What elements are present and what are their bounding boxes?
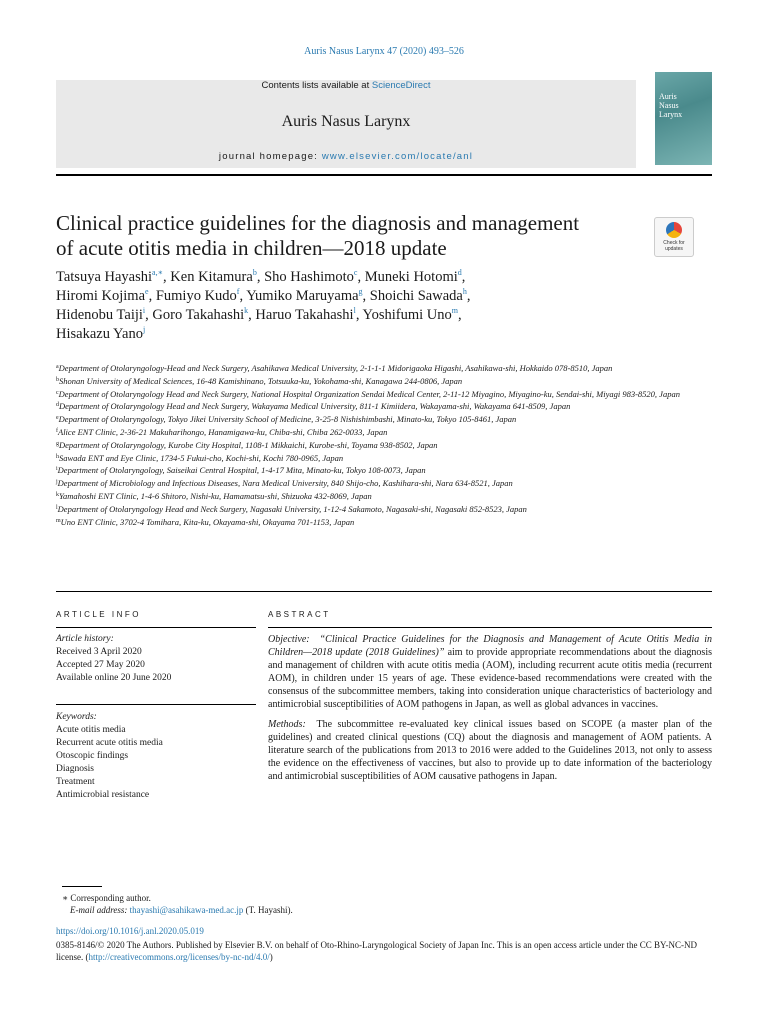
author-name: Fumiyo Kudo <box>155 288 237 304</box>
doi-line <box>56 925 712 937</box>
article-info-heading: ARTICLE INFO <box>56 610 141 619</box>
journal-cover[interactable] <box>655 72 712 165</box>
author-affil-link[interactable]: b <box>252 268 257 277</box>
author-name: Hidenobu Taiji <box>56 307 143 323</box>
author-affil-link[interactable]: f <box>236 287 240 296</box>
corresponding-label: ∗ Corresponding author. <box>62 893 151 903</box>
keywords-rule <box>56 704 256 705</box>
history-label: Article history: <box>56 634 114 644</box>
author-affil-link[interactable]: c <box>353 268 358 277</box>
author-name: Shoichi Sawada <box>369 288 463 304</box>
affiliation-item: $^f$Alice ENT Clinic, 2-36-21 Makuharihongo, Hanamigawa-ku, Chiba-shi, Chiba 262-0033, Japan <box>56 426 388 437</box>
keyword-item: Acute otitis media <box>56 725 126 735</box>
title-line-1: Clinical practice guidelines for the diagnosis and management <box>56 211 580 235</box>
author-affil-link[interactable]: g <box>358 287 363 296</box>
author-affil-link[interactable]: e <box>145 287 149 296</box>
affiliations <box>56 362 696 528</box>
email-link[interactable]: thayashi@asahikawa-med.ac.jp <box>129 905 244 915</box>
abstract-rule <box>268 627 712 628</box>
abstract-objective: Objective: “Clinical Practice Guidelines for the Diagnosis and Management of Acute Otitis Media in Children—2018 update (2018 Guidelines)” aim to provide appropriate recommendations about the diagnosis and management of children with acute otitis media (AOM), including recurrent acute otitis media (recurrent AOM), in children under 15 years of age. These evidence-based recommendations were created with the consensus of the subcommittee members, taking into consideration unique characteristics of bacteriology and antimicrobial susceptibilities of AOM pathogens in Japan, as well as global advances in vaccines. <box>268 634 712 711</box>
contents-prefix: Contents lists available at <box>261 80 372 91</box>
affiliation-item: $^a$Department of Otolaryngology-Head and Neck Surgery, Asahikawa Medical University, 2-1-1-1 Midorigaoka Higashi, Asahikawa-shi, Hokkaido 078-8510, Japan <box>56 363 613 373</box>
author-name: Haruo Takahashi <box>255 307 354 323</box>
history-online: Available online 20 June 2020 <box>56 673 172 683</box>
contents-line <box>56 80 636 91</box>
abstract-body <box>268 633 712 789</box>
cover-line-3: Larynx <box>659 110 683 119</box>
affiliation-item: $^d$Department of Otolaryngology Head and Neck Surgery, Wakayama Medical University, 811-1 Kimiidera, Wakayama-shi, Wakayama 641-8509, Japan <box>56 401 571 412</box>
affiliation-item: $^m$Uno ENT Clinic, 3702-4 Tomihara, Kita-ku, Okayama-shi, Okayama 701-1153, Japan <box>56 516 355 527</box>
author-name: Sho Hashimoto <box>264 269 354 285</box>
keyword-item: Treatment <box>56 777 95 787</box>
keyword-item: Diagnosis <box>56 764 94 774</box>
doi-link[interactable]: https://doi.org/10.1016/j.anl.2020.05.019 <box>56 926 204 936</box>
author-affil-link[interactable]: j <box>143 325 146 334</box>
keywords <box>56 711 256 802</box>
affiliation-item: $^g$Department of Otolaryngology, Kurobe City Hospital, 1108-1 Mikkaichi, Kurobe-shi, Toyama 938-8502, Japan <box>56 439 438 450</box>
email-line: E-mail address: thayashi@asahikawa-med.ac.jp (T. Hayashi). <box>70 905 293 915</box>
author-affil-link[interactable]: a,∗ <box>152 268 164 277</box>
author-line <box>56 325 656 344</box>
keyword-item: Antimicrobial resistance <box>56 790 150 800</box>
header-rule <box>56 174 712 176</box>
author-name: Yumiko Maruyama <box>246 288 359 304</box>
homepage-link[interactable]: www.elsevier.com/locate/anl <box>321 151 474 162</box>
journal-citation[interactable]: Auris Nasus Larynx 47 (2020) 493–526 <box>304 46 464 57</box>
author-affil-link[interactable]: i <box>142 306 146 315</box>
crossmark-icon <box>666 222 682 238</box>
article-title <box>56 211 646 261</box>
affiliation-item: $^k$Yamahoshi ENT Clinic, 1-4-6 Shitoro, Nishi-ku, Hamamatsu-shi, Shizuoka 432-8069, Japan <box>56 490 372 501</box>
sciencedirect-link[interactable]: ScienceDirect <box>371 80 431 91</box>
author-name: Goro Takahashi <box>152 307 245 323</box>
history-accepted: Accepted 27 May 2020 <box>56 660 145 670</box>
affiliation-item: $^c$Department of Otolaryngology Head and Neck Surgery, National Hospital Organization Sendai Medical Center, 2-11-12 Miyagino, Miyagino-ku, Sendai-shi, Miyagi 983-8520, Japan <box>56 388 680 399</box>
affiliation-item: $^h$Sawada ENT and Eye Clinic, 1734-5 Fukui-cho, Kochi-shi, Kochi 780-0965, Japan <box>56 452 344 463</box>
affiliation-item: $^b$Shonan University of Medical Sciences, 16-48 Kamishinano, Totsuuka-ku, Yokohama-shi, Kanagawa 244-0806, Japan <box>56 375 463 386</box>
abstract-methods: Methods: The subcommittee re-evaluated key clinical issues based on SCOPE (a master plan of the guidelines) and created clinical questions (CQ) about the diagnosis and management of AOM patients. A literature search of the publications from 2013 to 2016 were added to the Guidelines 2013, not only to assess the evidence on the effectiveness of vaccines, but also to provide up to date information of the bacteriology and antimicrobial susceptibilities of AOM causative pathogens in Japan. <box>268 718 712 782</box>
journal-name: Auris Nasus Larynx <box>281 113 411 130</box>
affiliation-item: $^j$Department of Microbiology and Infectious Diseases, Nara Medical University, 840 Shijo-cho, Kashihara-shi, Nara 634-8521, Japan <box>56 478 513 489</box>
author-name: Hiromi Kojima <box>56 288 146 304</box>
badge-label: Check for updates <box>663 240 685 252</box>
author-name: Yoshifumi Uno <box>362 307 452 323</box>
keyword-item: Recurrent acute otitis media <box>56 738 163 748</box>
keyword-item: Otoscopic findings <box>56 751 129 761</box>
author-line: Hidenobu Taiji$^i$, Goro Takahashi$^k$, Haruo Takahashi$^l$, Yoshifumi Uno$^m$, <box>56 306 462 323</box>
author-line: Hiromi Kojima$^e$, Fumiyo Kudo$^f$, Yumiko Maruyama$^g$, Shoichi Sawada$^h$, <box>56 287 471 304</box>
license-link[interactable]: http://creativecommons.org/licenses/by-nc-nd/4.0/ <box>88 952 270 962</box>
journal-homepage <box>56 151 636 162</box>
copyright-text: 0385-8146/© 2020 The Authors. Published by Elsevier B.V. on behalf of Oto-Rhino-Laryngological Society of Japan Inc. This is an open access article under the CC BY-NC-ND license. (http://creativecommons.org/licenses/by-nc-nd/4.0/) <box>56 940 697 962</box>
history-received: Received 3 April 2020 <box>56 647 142 657</box>
check-for-updates-button[interactable] <box>654 217 694 257</box>
affiliation-item: $^l$Department of Otolaryngology Head and Neck Surgery, Nagasaki University, 1-12-4 Sakamoto, Nagasaki-shi, Nagasaki 852-8523, Japan <box>56 503 527 514</box>
author-affil-link[interactable]: l <box>353 306 356 315</box>
author-line: Tatsuya Hayashi$^{a,∗}$, Ken Kitamura$^b$, Sho Hashimoto$^c$, Muneki Hotomi$^d$, <box>56 268 466 285</box>
cover-line-2: Nasus <box>659 101 679 110</box>
author-name: Tatsuya Hayashi <box>56 269 153 285</box>
author-affil-link[interactable]: m <box>451 306 458 315</box>
cover-line-1: Auris <box>659 92 677 101</box>
author-name: Hisakazu Yano <box>56 326 143 342</box>
affiliation-item: $^i$Department of Otolaryngology, Saiseikai Central Hospital, 1-4-17 Mita, Minato-ku, Tokyo 108-0073, Japan <box>56 465 426 476</box>
title-line-2: of acute otitis media in children—2018 update <box>56 236 447 260</box>
homepage-prefix: journal homepage: <box>218 151 322 162</box>
section-rule <box>56 591 712 592</box>
footnote-rule <box>62 886 102 887</box>
affiliation-item: $^e$Department of Otolaryngology, Tokyo Jikei University School of Medicine, 3-25-8 Nishishimbashi, Minato-ku, Tokyo 105-8461, Japan <box>56 414 517 425</box>
abstract-heading: ABSTRACT <box>268 610 331 619</box>
author-name: Muneki Hotomi <box>364 269 458 285</box>
author-name: Ken Kitamura <box>170 269 253 285</box>
article-info-rule <box>56 627 256 628</box>
article-history <box>56 633 256 685</box>
author-affil-link[interactable]: k <box>244 306 249 315</box>
corresponding-note <box>62 892 712 916</box>
author-affil-link[interactable]: h <box>462 287 467 296</box>
author-list <box>56 268 656 344</box>
author-affil-link[interactable]: d <box>457 268 462 277</box>
keywords-label: Keywords: <box>56 712 97 722</box>
